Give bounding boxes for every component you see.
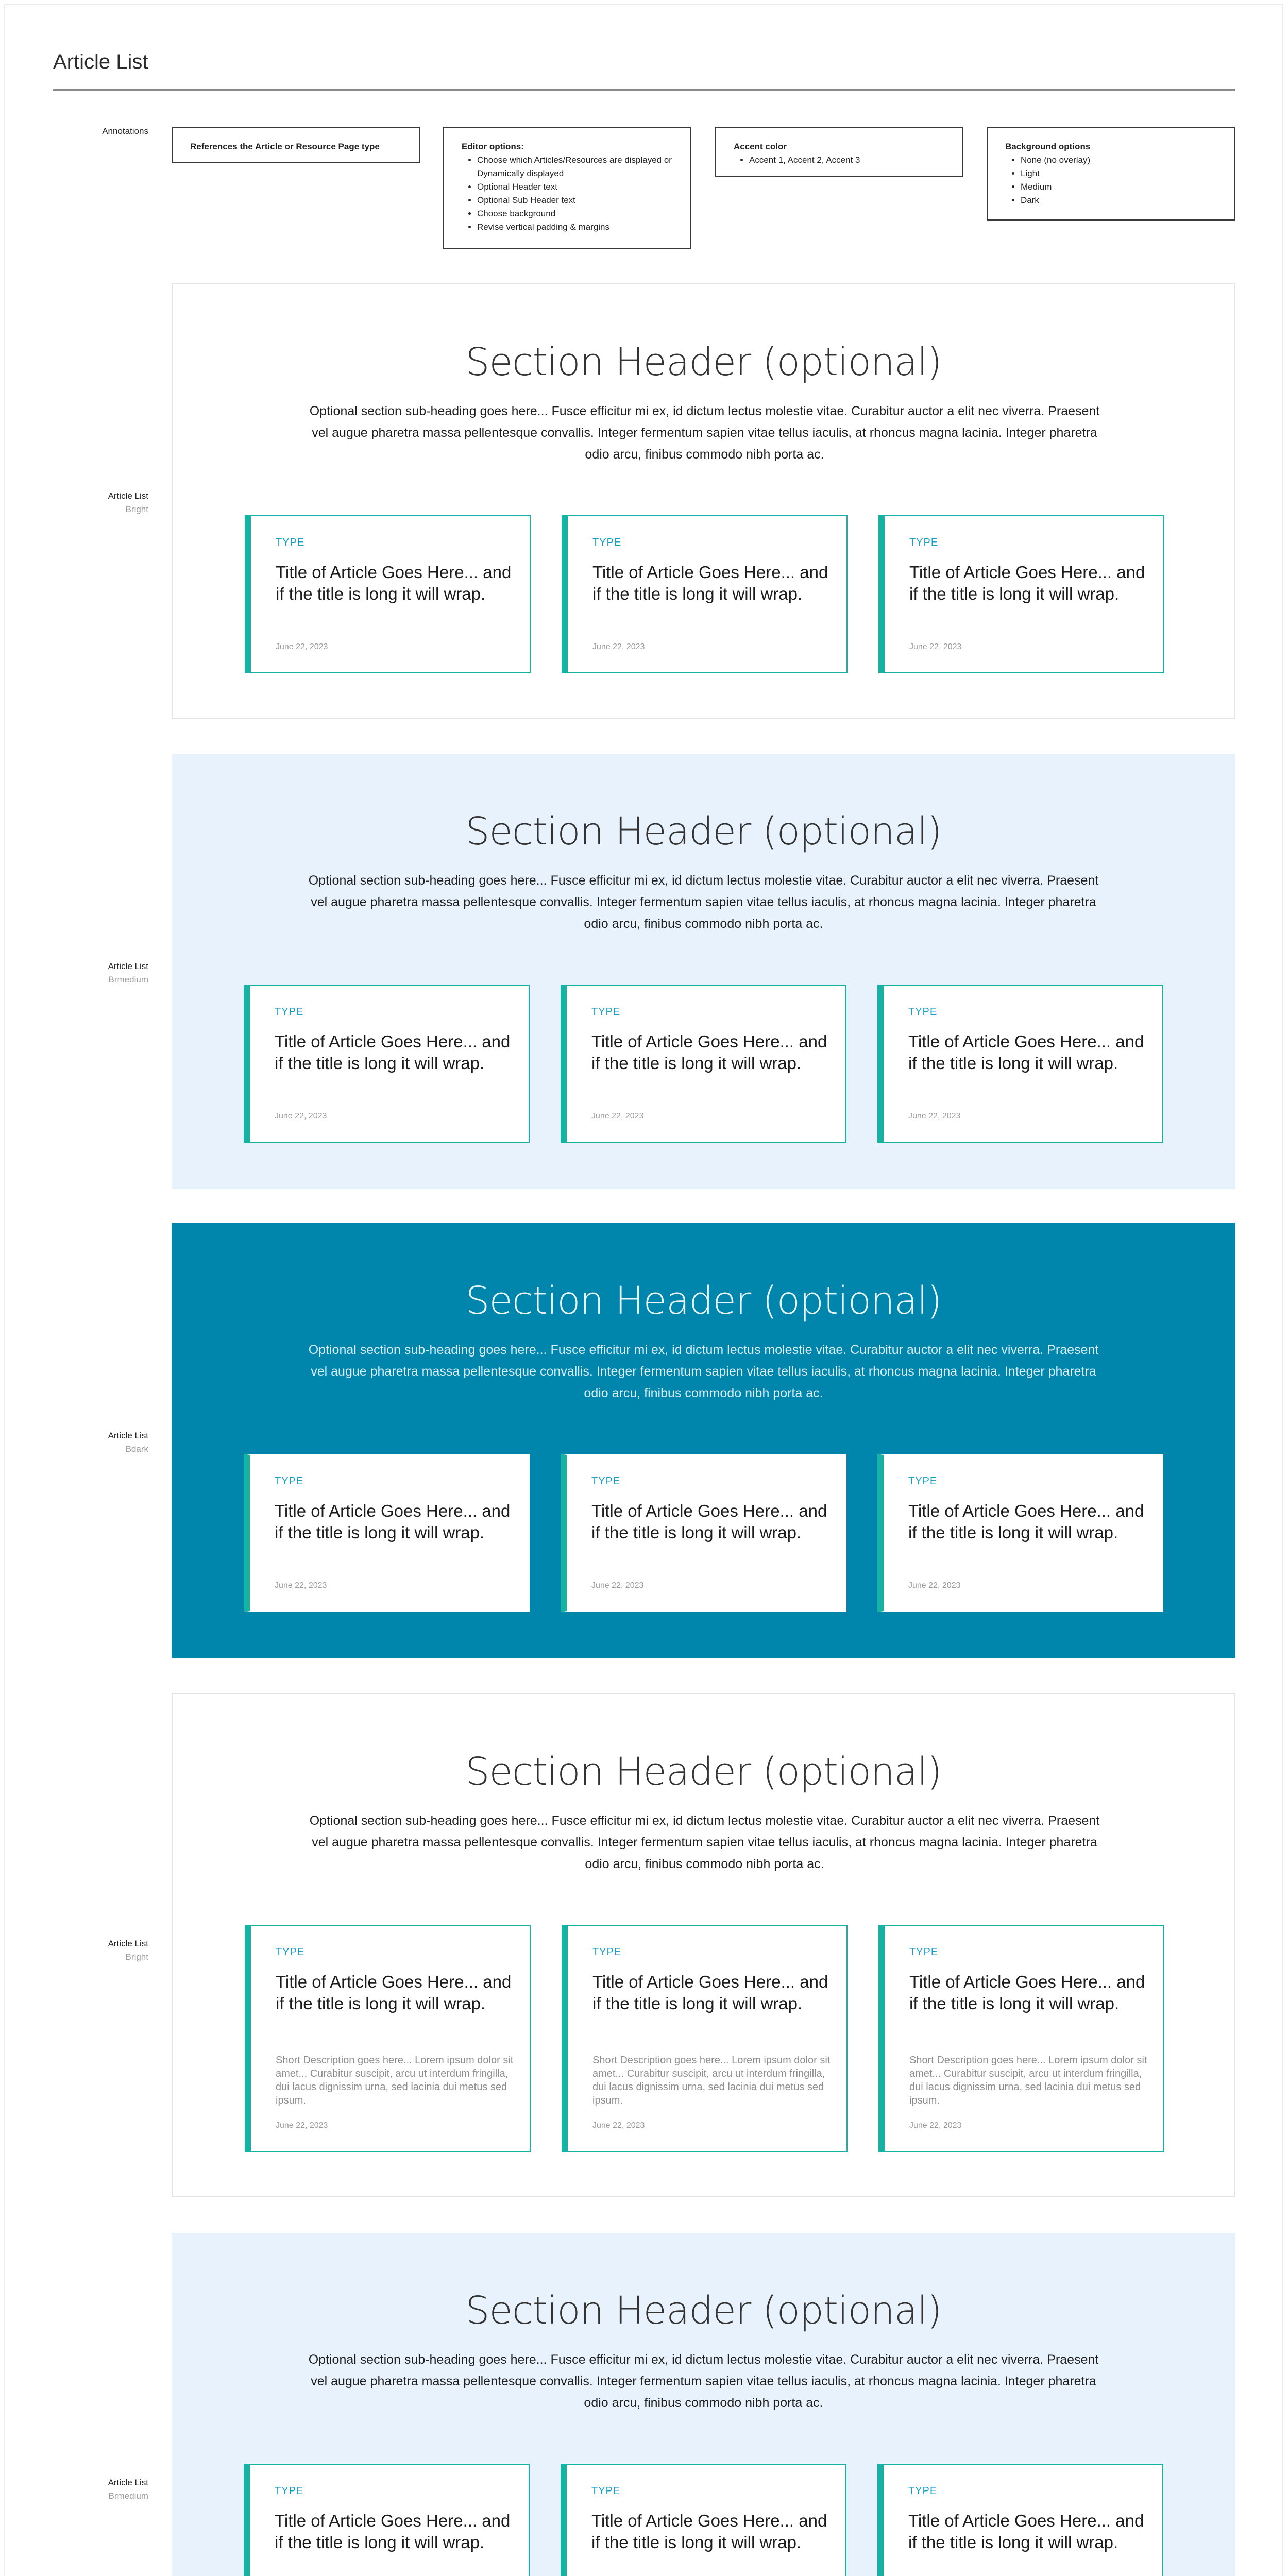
annotation-item: • Optional Sub Header text (477, 194, 673, 207)
article-type: TYPE (276, 1946, 305, 1958)
article-card[interactable] (877, 1454, 1163, 1612)
section-subheading: Optional section sub-heading goes here... Fusce efficitur mi ex, id dictum lectus molestie vitae. Curabitur auctor a elit nec viverra. Praesent vel augue pharetra massa pellentesque convallis. Integer fermentum sapien vitae tellus iaculis, at rhoncus magna lacinia. Integer pharetra odio arcu, finibus commodo nibh porta ac. (309, 1814, 1100, 1871)
article-card[interactable] (244, 1454, 530, 1612)
article-list-section (172, 1223, 1235, 1658)
annotation-head: Background options (1005, 142, 1091, 151)
article-title[interactable]: Title of Article Goes Here... and if the title is long it will wrap. (275, 1032, 511, 1073)
section-header: Section Header (optional) (465, 340, 942, 384)
row-label-variant: Bdark (125, 1444, 148, 1454)
article-card[interactable] (561, 1454, 846, 1612)
article-type: TYPE (908, 1476, 938, 1487)
row-label-variant: Brmedium (108, 2491, 148, 2501)
article-date: June 22, 2023 (909, 642, 962, 651)
annotation-head: Editor options: (462, 142, 524, 151)
row-label (52, 960, 148, 987)
article-card[interactable] (562, 515, 848, 673)
article-date: June 22, 2023 (592, 2121, 645, 2130)
article-type: TYPE (276, 537, 305, 548)
section-header: Section Header (optional) (465, 1750, 942, 1794)
row-label-title: Article List (108, 491, 148, 501)
section-header: Section Header (optional) (465, 1279, 942, 1323)
annotation-accent-color (715, 127, 963, 177)
article-type: TYPE (275, 1006, 304, 1018)
article-card[interactable] (244, 2464, 530, 2576)
article-card[interactable] (561, 2464, 846, 2576)
article-type: TYPE (591, 1476, 621, 1487)
article-date: June 22, 2023 (275, 1112, 327, 1121)
page-title: Article List (53, 50, 148, 73)
article-card[interactable] (878, 515, 1164, 673)
row-label (52, 2476, 148, 2503)
row-label (52, 1937, 148, 1964)
article-date: June 22, 2023 (909, 2121, 962, 2130)
article-card[interactable] (562, 1925, 848, 2152)
article-date: June 22, 2023 (591, 1581, 644, 1590)
article-card[interactable] (244, 985, 530, 1143)
article-card[interactable] (245, 515, 531, 673)
article-list-section (172, 754, 1235, 1189)
annotation-background-options (987, 127, 1235, 221)
article-description: Short Description goes here... Lorem ipsum dolor sit amet... Curabitur suscipit, arcu ut interdum fringilla, dui lacus dignissim urna, sed lacinia dui metus sed ipsum. (909, 2055, 1147, 2106)
section-subheading: Optional section sub-heading goes here... Fusce efficitur mi ex, id dictum lectus molestie vitae. Curabitur auctor a elit nec viverra. Praesent vel augue pharetra massa pellentesque convallis. Integer fermentum sapien vitae tellus iaculis, at rhoncus magna lacinia. Integer pharetra odio arcu, finibus commodo nibh porta ac. (308, 2352, 1099, 2410)
article-title[interactable]: Title of Article Goes Here... and if the title is long it will wrap. (908, 1032, 1144, 1073)
annotation-item: • Choose background (477, 207, 673, 221)
article-title[interactable]: Title of Article Goes Here... and if the title is long it will wrap. (592, 563, 828, 603)
annotation-item: • None (no overlay) (1021, 154, 1217, 167)
annotation-item: • Light (1021, 167, 1217, 180)
article-date: June 22, 2023 (276, 642, 328, 651)
article-type: TYPE (909, 1946, 939, 1958)
annotation-item: • Medium (1021, 180, 1217, 194)
article-title[interactable]: Title of Article Goes Here... and if the title is long it will wrap. (275, 1501, 511, 1542)
article-list-section (172, 2233, 1235, 2576)
article-type: TYPE (591, 1006, 621, 1018)
article-type: TYPE (592, 537, 622, 548)
article-description: Short Description goes here... Lorem ipsum dolor sit amet... Curabitur suscipit, arcu ut interdum fringilla, dui lacus dignissim urna, sed lacinia dui metus sed ipsum. (592, 2055, 831, 2106)
section-header: Section Header (optional) (465, 2289, 942, 2333)
section-subheading: Optional section sub-heading goes here... Fusce efficitur mi ex, id dictum lectus molestie vitae. Curabitur auctor a elit nec viverra. Praesent vel augue pharetra massa pellentesque convallis. Integer fermentum sapien vitae tellus iaculis, at rhoncus magna lacinia. Integer pharetra odio arcu, finibus commodo nibh porta ac. (308, 873, 1099, 931)
article-card[interactable] (877, 2464, 1163, 2576)
annotation-page-type (172, 127, 420, 163)
article-title[interactable]: Title of Article Goes Here... and if the title is long it will wrap. (591, 1032, 827, 1073)
article-type: TYPE (275, 2485, 304, 2497)
annotation-editor-options (443, 127, 691, 249)
article-type: TYPE (908, 1006, 938, 1018)
article-type: TYPE (275, 1476, 304, 1487)
article-list-section (172, 1693, 1235, 2197)
annotation-item: • Choose which Articles/Resources are displayed or Dynamically displayed (477, 154, 673, 180)
annotation-head: References the Article or Resource Page type (190, 142, 380, 151)
article-card[interactable] (245, 1925, 531, 2152)
annotation-head: Accent color (734, 142, 787, 151)
annotation-item: • Revise vertical padding & margins (477, 221, 673, 234)
article-date: June 22, 2023 (908, 1112, 961, 1121)
article-card[interactable] (878, 1925, 1164, 2152)
section-header: Section Header (optional) (465, 809, 942, 854)
section-subheading: Optional section sub-heading goes here... Fusce efficitur mi ex, id dictum lectus molestie vitae. Curabitur auctor a elit nec viverra. Praesent vel augue pharetra massa pellentesque convallis. Integer fermentum sapien vitae tellus iaculis, at rhoncus magna lacinia. Integer pharetra odio arcu, finibus commodo nibh porta ac. (309, 404, 1100, 462)
article-card[interactable] (561, 985, 846, 1143)
article-date: June 22, 2023 (908, 1581, 961, 1590)
article-title[interactable]: Title of Article Goes Here... and if the title is long it will wrap. (909, 563, 1145, 603)
article-title[interactable]: Title of Article Goes Here... and if the title is long it will wrap. (276, 563, 512, 603)
article-date: June 22, 2023 (276, 2121, 328, 2130)
article-date: June 22, 2023 (591, 1112, 644, 1121)
annotation-item: • Optional Header text (477, 180, 673, 194)
article-date: June 22, 2023 (592, 642, 645, 651)
title-divider (53, 89, 1235, 91)
article-title[interactable]: Title of Article Goes Here... and if the title is long it will wrap. (275, 2511, 511, 2552)
article-title[interactable]: Title of Article Goes Here... and if the title is long it will wrap. (908, 2511, 1144, 2552)
article-date: June 22, 2023 (275, 1581, 327, 1590)
row-label-title: Article List (108, 1939, 148, 1948)
article-title[interactable]: Title of Article Goes Here... and if the title is long it will wrap. (909, 1972, 1145, 2013)
article-card[interactable] (877, 985, 1163, 1143)
article-type: TYPE (908, 2485, 938, 2497)
row-label-variant: Brmedium (108, 975, 148, 985)
row-label (52, 489, 148, 516)
article-type: TYPE (592, 1946, 622, 1958)
article-title[interactable]: Title of Article Goes Here... and if the title is long it will wrap. (591, 1501, 827, 1542)
article-list-section (172, 283, 1235, 719)
article-title[interactable]: Title of Article Goes Here... and if the title is long it will wrap. (592, 1972, 828, 2013)
article-type: TYPE (591, 2485, 621, 2497)
article-title[interactable]: Title of Article Goes Here... and if the title is long it will wrap. (908, 1501, 1144, 1542)
annotation-item: • Dark (1021, 194, 1217, 207)
article-title[interactable]: Title of Article Goes Here... and if the title is long it will wrap. (591, 2511, 827, 2552)
article-title[interactable]: Title of Article Goes Here... and if the title is long it will wrap. (276, 1972, 512, 2013)
row-label-variant: Bright (125, 1952, 148, 1962)
row-label-title: Article List (108, 1431, 148, 1440)
article-description: Short Description goes here... Lorem ipsum dolor sit amet... Curabitur suscipit, arcu ut interdum fringilla, dui lacus dignissim urna, sed lacinia dui metus sed ipsum. (276, 2055, 514, 2106)
row-label-variant: Bright (125, 504, 148, 514)
row-label-title: Article List (108, 961, 148, 971)
annotation-item: • Accent 1, Accent 2, Accent 3 (749, 154, 945, 167)
row-label-title: Article List (108, 2478, 148, 2487)
article-type: TYPE (909, 537, 939, 548)
annotations-label: Annotations (102, 126, 148, 136)
row-label (52, 1429, 148, 1456)
section-subheading: Optional section sub-heading goes here... Fusce efficitur mi ex, id dictum lectus molestie vitae. Curabitur auctor a elit nec viverra. Praesent vel augue pharetra massa pellentesque convallis. Integer fermentum sapien vitae tellus iaculis, at rhoncus magna lacinia. Integer pharetra odio arcu, finibus commodo nibh porta ac. (308, 1343, 1099, 1400)
